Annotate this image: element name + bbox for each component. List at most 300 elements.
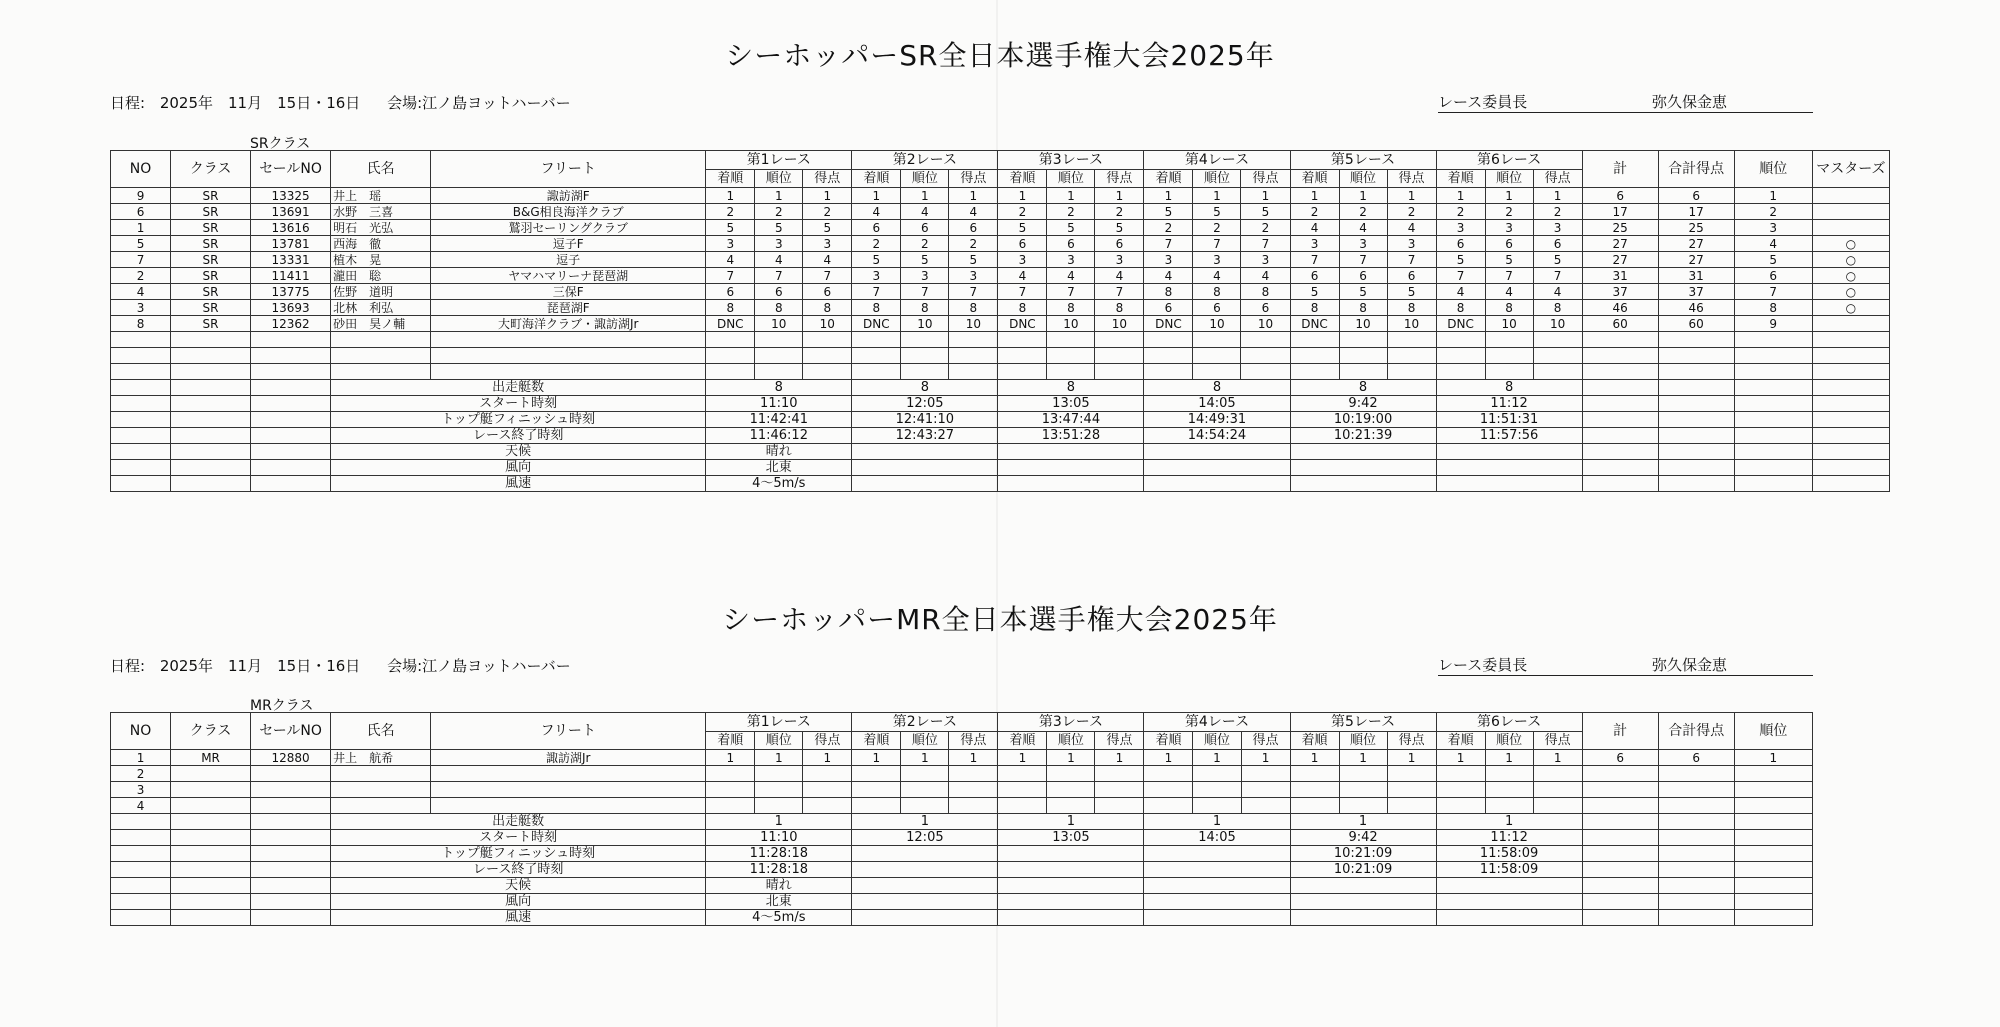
mr-schedule-line <box>110 655 571 676</box>
stat-race-2: 12:41:10 <box>852 412 998 428</box>
stat-race-6: 11:57:56 <box>1436 428 1582 444</box>
blank-cell <box>1387 364 1436 380</box>
stat-race-5: 9:42 <box>1290 396 1436 412</box>
blank-cell <box>1533 332 1582 348</box>
cell-race-2-position: 10 <box>901 316 949 332</box>
mr-header-race-4-finish: 着順 <box>1144 732 1193 750</box>
cell-race-6-points: 3 <box>1533 220 1582 236</box>
blank-cell <box>111 910 171 926</box>
cell-name: 明石 光弘 <box>331 220 431 236</box>
cell-race-5-position <box>1339 766 1387 782</box>
cell-race-4-points <box>1241 798 1290 814</box>
sr-header-race-3-finish: 着順 <box>998 170 1047 188</box>
cell-no: 2 <box>111 268 171 284</box>
cell-race-4-position: 6 <box>1193 300 1241 316</box>
cell-race-2-finish: 7 <box>852 284 901 300</box>
blank-cell <box>1734 862 1812 878</box>
cell-no: 7 <box>111 252 171 268</box>
blank-cell <box>251 364 331 380</box>
cell-race-5-position <box>1339 798 1387 814</box>
cell-race-1-position <box>755 782 803 798</box>
mr-chair-label: レース委員長 <box>1438 656 1528 674</box>
stat-label: 風向 <box>331 460 706 476</box>
blank-cell <box>111 348 171 364</box>
stats-row <box>111 830 1813 846</box>
cell-race-5-finish: 4 <box>1290 220 1339 236</box>
stats-row <box>111 910 1813 926</box>
cell-race-6-position: 6 <box>1485 236 1533 252</box>
blank-cell <box>331 364 431 380</box>
cell-race-6-position: 3 <box>1485 220 1533 236</box>
blank-cell <box>171 878 251 894</box>
cell-race-1-points: 8 <box>803 300 852 316</box>
mr-chair-name: 弥久保金恵 <box>1652 656 1728 674</box>
table-row <box>111 252 1890 268</box>
blank-cell <box>1658 862 1734 878</box>
cell-race-1-points: 10 <box>803 316 852 332</box>
cell-race-5-finish <box>1290 798 1339 814</box>
blank-cell <box>1582 348 1658 364</box>
sr-schedule-line <box>110 92 571 113</box>
stat-race-3 <box>998 862 1144 878</box>
stat-race-6: 11:58:09 <box>1436 846 1582 862</box>
stat-race-1: 11:28:18 <box>706 846 852 862</box>
cell-race-5-position: 1 <box>1339 188 1387 204</box>
blank-cell <box>251 428 331 444</box>
cell-total: 25 <box>1582 220 1658 236</box>
cell-fleet: 鷲羽セーリングクラブ <box>431 220 706 236</box>
stats-row <box>111 862 1813 878</box>
stat-race-2: 8 <box>852 380 998 396</box>
cell-no: 1 <box>111 750 171 766</box>
cell-total <box>1582 782 1658 798</box>
blank-cell <box>1582 444 1658 460</box>
stat-race-6 <box>1436 878 1582 894</box>
cell-fleet <box>431 766 706 782</box>
cell-race-3-finish: 5 <box>998 220 1047 236</box>
cell-race-5-points <box>1387 782 1436 798</box>
cell-class <box>171 766 251 782</box>
blank-cell <box>1658 476 1734 492</box>
cell-race-5-points <box>1387 766 1436 782</box>
stat-race-2 <box>852 460 998 476</box>
stat-race-4: 14:49:31 <box>1144 412 1290 428</box>
cell-race-3-finish: 4 <box>998 268 1047 284</box>
cell-race-4-finish: 7 <box>1144 236 1193 252</box>
cell-race-1-position: 8 <box>755 300 803 316</box>
cell-class: SR <box>171 300 251 316</box>
stat-race-3: 13:47:44 <box>998 412 1144 428</box>
cell-fleet: 大町海洋クラブ・諏訪湖Jr <box>431 316 706 332</box>
cell-fleet: B&G相良海洋クラブ <box>431 204 706 220</box>
table-row <box>111 284 1890 300</box>
cell-race-2-finish: 4 <box>852 204 901 220</box>
blank-cell <box>1658 894 1734 910</box>
mr-header-race-5-position: 順位 <box>1339 732 1387 750</box>
stat-race-2 <box>852 444 998 460</box>
cell-race-5-position: 4 <box>1339 220 1387 236</box>
cell-fleet: 諏訪湖F <box>431 188 706 204</box>
cell-race-6-points: 8 <box>1533 300 1582 316</box>
cell-race-1-position: 3 <box>755 236 803 252</box>
sr-header-race-5-points: 得点 <box>1387 170 1436 188</box>
stat-race-3: 1 <box>998 814 1144 830</box>
sr-venue-value: 江ノ島ヨットハーバー <box>422 94 571 112</box>
stat-race-1: 北東 <box>706 894 852 910</box>
cell-race-2-position: 5 <box>901 252 949 268</box>
blank-cell <box>1095 348 1144 364</box>
cell-race-1-finish: 2 <box>706 204 755 220</box>
cell-race-6-position <box>1485 766 1533 782</box>
blank-cell <box>803 348 852 364</box>
sr-header-race-6-finish: 着順 <box>1436 170 1485 188</box>
blank-cell <box>251 862 331 878</box>
cell-race-6-points: 6 <box>1533 236 1582 252</box>
cell-rank: 9 <box>1734 316 1812 332</box>
blank-cell <box>1812 444 1889 460</box>
mr-header-rank: 順位 <box>1734 713 1812 750</box>
mr-header-race-3-finish: 着順 <box>998 732 1047 750</box>
sr-header-masters: マスターズ <box>1812 151 1889 188</box>
stat-race-3 <box>998 878 1144 894</box>
blank-cell <box>251 830 331 846</box>
cell-race-5-points: 1 <box>1387 750 1436 766</box>
cell-race-1-points: 1 <box>803 750 852 766</box>
stats-row <box>111 894 1813 910</box>
cell-race-5-finish <box>1290 782 1339 798</box>
cell-grand-total <box>1658 798 1734 814</box>
blank-cell <box>1582 862 1658 878</box>
cell-race-2-finish: 8 <box>852 300 901 316</box>
cell-race-6-finish: 1 <box>1436 750 1485 766</box>
mr-header-race-1-finish: 着順 <box>706 732 755 750</box>
blank-cell <box>1582 412 1658 428</box>
mr-header-race-5: 第5レース <box>1290 713 1436 732</box>
blank-cell <box>1658 332 1734 348</box>
sr-header-race-5: 第5レース <box>1290 151 1436 170</box>
cell-race-3-finish: 7 <box>998 284 1047 300</box>
mr-header-race-5-points: 得点 <box>1387 732 1436 750</box>
cell-race-5-points: 7 <box>1387 252 1436 268</box>
mr-header-race-1-points: 得点 <box>803 732 852 750</box>
cell-no: 4 <box>111 284 171 300</box>
sr-header-race-2-finish: 着順 <box>852 170 901 188</box>
cell-race-1-finish: 3 <box>706 236 755 252</box>
stat-label: 出走艇数 <box>331 814 706 830</box>
blank-cell <box>1582 814 1658 830</box>
cell-class: SR <box>171 316 251 332</box>
cell-race-2-position <box>901 766 949 782</box>
cell-sail-no: 12362 <box>251 316 331 332</box>
blank-cell <box>251 444 331 460</box>
stat-race-3 <box>998 910 1144 926</box>
cell-race-5-points: 1 <box>1387 188 1436 204</box>
cell-sail-no <box>251 766 331 782</box>
cell-fleet <box>431 798 706 814</box>
stats-row <box>111 814 1813 830</box>
cell-sail-no: 11411 <box>251 268 331 284</box>
cell-race-1-points <box>803 766 852 782</box>
blank-cell <box>1290 348 1339 364</box>
stat-race-3: 13:05 <box>998 830 1144 846</box>
cell-name <box>331 766 431 782</box>
stat-race-2 <box>852 878 998 894</box>
stat-race-6 <box>1436 444 1582 460</box>
cell-race-4-position: 2 <box>1193 220 1241 236</box>
cell-race-6-points: 1 <box>1533 750 1582 766</box>
blank-cell <box>1734 830 1812 846</box>
blank-cell <box>706 364 755 380</box>
table-row <box>111 236 1890 252</box>
stat-race-1: 11:10 <box>706 830 852 846</box>
blank-cell <box>251 476 331 492</box>
stat-race-5: 10:21:39 <box>1290 428 1436 444</box>
blank-cell <box>755 348 803 364</box>
cell-race-1-points: 7 <box>803 268 852 284</box>
stat-race-6: 11:51:31 <box>1436 412 1582 428</box>
sr-header-race-4-points: 得点 <box>1241 170 1290 188</box>
mr-date-label: 日程: <box>110 657 146 675</box>
blank-cell <box>171 380 251 396</box>
cell-race-4-position: 3 <box>1193 252 1241 268</box>
cell-race-1-position: 1 <box>755 188 803 204</box>
cell-race-4-finish: 2 <box>1144 220 1193 236</box>
blank-cell <box>1812 476 1889 492</box>
cell-total: 46 <box>1582 300 1658 316</box>
blank-cell <box>431 364 706 380</box>
cell-race-3-points: 5 <box>1095 220 1144 236</box>
cell-race-5-finish: 8 <box>1290 300 1339 316</box>
cell-race-5-points: 6 <box>1387 268 1436 284</box>
cell-race-3-points: 7 <box>1095 284 1144 300</box>
blank-cell <box>1241 348 1290 364</box>
mr-class-label: MRクラス <box>250 698 314 714</box>
cell-race-3-finish: 2 <box>998 204 1047 220</box>
cell-name: 井上 瑶 <box>331 188 431 204</box>
stat-race-3: 13:51:28 <box>998 428 1144 444</box>
cell-race-3-position: 10 <box>1047 316 1095 332</box>
sr-header-race-3-points: 得点 <box>1095 170 1144 188</box>
blank-cell <box>755 364 803 380</box>
blank-cell <box>331 332 431 348</box>
blank-cell <box>111 380 171 396</box>
cell-race-6-finish <box>1436 798 1485 814</box>
cell-race-3-points: 10 <box>1095 316 1144 332</box>
sr-venue-label: 会場: <box>387 94 423 112</box>
cell-race-4-finish <box>1144 766 1193 782</box>
blank-cell <box>1339 348 1387 364</box>
cell-total: 27 <box>1582 236 1658 252</box>
cell-race-3-position: 6 <box>1047 236 1095 252</box>
stat-race-4: 14:05 <box>1144 396 1290 412</box>
blank-cell <box>111 476 171 492</box>
cell-race-4-finish: 1 <box>1144 750 1193 766</box>
stat-race-6 <box>1436 476 1582 492</box>
stat-race-1: 4～5m/s <box>706 476 852 492</box>
cell-race-5-points: 8 <box>1387 300 1436 316</box>
cell-sail-no: 12880 <box>251 750 331 766</box>
cell-race-3-position: 5 <box>1047 220 1095 236</box>
cell-race-1-finish: 6 <box>706 284 755 300</box>
blank-cell <box>171 412 251 428</box>
blank-cell <box>998 364 1047 380</box>
mr-header-race-4: 第4レース <box>1144 713 1290 732</box>
cell-masters: ○ <box>1812 236 1889 252</box>
cell-race-3-finish: 6 <box>998 236 1047 252</box>
cell-class <box>171 782 251 798</box>
cell-grand-total <box>1658 782 1734 798</box>
stat-race-3: 13:05 <box>998 396 1144 412</box>
mr-header-race-1: 第1レース <box>706 713 852 732</box>
sr-header-race-3-position: 順位 <box>1047 170 1095 188</box>
cell-race-4-points: 2 <box>1241 220 1290 236</box>
cell-rank: 4 <box>1734 236 1812 252</box>
cell-race-1-points <box>803 798 852 814</box>
cell-grand-total: 6 <box>1658 188 1734 204</box>
sr-header-race-4-finish: 着順 <box>1144 170 1193 188</box>
stat-race-4: 14:05 <box>1144 830 1290 846</box>
stats-row <box>111 380 1890 396</box>
cell-grand-total: 25 <box>1658 220 1734 236</box>
sr-header-race-4: 第4レース <box>1144 151 1290 170</box>
stat-race-5 <box>1290 910 1436 926</box>
cell-race-2-position: 4 <box>901 204 949 220</box>
cell-race-6-points <box>1533 782 1582 798</box>
stat-race-4 <box>1144 910 1290 926</box>
blank-row <box>111 332 1890 348</box>
cell-race-4-position: 10 <box>1193 316 1241 332</box>
cell-race-6-finish: 3 <box>1436 220 1485 236</box>
blank-cell <box>171 348 251 364</box>
blank-cell <box>171 830 251 846</box>
cell-grand-total: 17 <box>1658 204 1734 220</box>
stat-label: 天候 <box>331 878 706 894</box>
cell-grand-total: 6 <box>1658 750 1734 766</box>
stat-race-5: 10:21:09 <box>1290 862 1436 878</box>
blank-cell <box>1734 428 1812 444</box>
blank-cell <box>1485 364 1533 380</box>
blank-cell <box>852 348 901 364</box>
stat-label: 風速 <box>331 910 706 926</box>
cell-race-3-finish: DNC <box>998 316 1047 332</box>
cell-race-5-position: 2 <box>1339 204 1387 220</box>
stat-race-2: 1 <box>852 814 998 830</box>
cell-rank: 3 <box>1734 220 1812 236</box>
blank-cell <box>1812 428 1889 444</box>
cell-race-6-finish: DNC <box>1436 316 1485 332</box>
mr-venue-value: 江ノ島ヨットハーバー <box>422 657 571 675</box>
cell-race-2-finish: 6 <box>852 220 901 236</box>
blank-cell <box>1582 878 1658 894</box>
blank-cell <box>1734 444 1812 460</box>
blank-cell <box>852 364 901 380</box>
blank-cell <box>1193 364 1241 380</box>
cell-race-6-finish: 2 <box>1436 204 1485 220</box>
stat-race-6: 11:12 <box>1436 396 1582 412</box>
cell-race-5-finish: 5 <box>1290 284 1339 300</box>
blank-cell <box>1047 364 1095 380</box>
blank-cell <box>1582 894 1658 910</box>
stats-row <box>111 412 1890 428</box>
blank-cell <box>1582 846 1658 862</box>
table-row <box>111 220 1890 236</box>
blank-cell <box>251 396 331 412</box>
sr-header-race-2-points: 得点 <box>949 170 998 188</box>
cell-race-4-position: 5 <box>1193 204 1241 220</box>
blank-cell <box>1734 910 1812 926</box>
blank-cell <box>1658 348 1734 364</box>
blank-cell <box>949 332 998 348</box>
sr-header-name: 氏名 <box>331 151 431 188</box>
cell-race-6-points <box>1533 766 1582 782</box>
blank-cell <box>1047 332 1095 348</box>
cell-race-2-points <box>949 782 998 798</box>
cell-sail-no: 13691 <box>251 204 331 220</box>
cell-race-6-finish <box>1436 782 1485 798</box>
blank-cell <box>1095 364 1144 380</box>
table-row <box>111 188 1890 204</box>
cell-race-2-points: 1 <box>949 750 998 766</box>
cell-race-4-points: 3 <box>1241 252 1290 268</box>
cell-race-3-points: 1 <box>1095 188 1144 204</box>
cell-masters <box>1812 220 1889 236</box>
sr-class-label: SRクラス <box>250 136 311 152</box>
cell-race-3-points: 2 <box>1095 204 1144 220</box>
cell-sail-no: 13775 <box>251 284 331 300</box>
cell-race-2-points: 6 <box>949 220 998 236</box>
stat-race-4 <box>1144 476 1290 492</box>
cell-race-5-points: 2 <box>1387 204 1436 220</box>
cell-race-4-finish: 3 <box>1144 252 1193 268</box>
table-row <box>111 300 1890 316</box>
cell-race-1-points: 2 <box>803 204 852 220</box>
blank-cell <box>251 814 331 830</box>
sr-header-sail-no: セールNO <box>251 151 331 188</box>
sr-date-value: 2025年 11月 15日・16日 <box>159 94 361 112</box>
mr-venue-label: 会場: <box>387 657 423 675</box>
cell-grand-total: 31 <box>1658 268 1734 284</box>
cell-race-3-points: 1 <box>1095 750 1144 766</box>
cell-race-1-finish <box>706 798 755 814</box>
mr-header-race-3-points: 得点 <box>1095 732 1144 750</box>
cell-race-2-finish <box>852 766 901 782</box>
sr-header-race-1-position: 順位 <box>755 170 803 188</box>
cell-sail-no: 13616 <box>251 220 331 236</box>
blank-cell <box>111 878 171 894</box>
cell-sail-no <box>251 798 331 814</box>
blank-cell <box>1582 910 1658 926</box>
cell-total: 37 <box>1582 284 1658 300</box>
stat-race-4 <box>1144 894 1290 910</box>
cell-race-3-position: 1 <box>1047 188 1095 204</box>
blank-cell <box>1095 332 1144 348</box>
stat-race-4 <box>1144 878 1290 894</box>
stats-row <box>111 428 1890 444</box>
blank-cell <box>1290 364 1339 380</box>
stat-race-2: 12:43:27 <box>852 428 998 444</box>
cell-fleet: ヤマハマリーナ琵琶湖 <box>431 268 706 284</box>
stat-race-5: 8 <box>1290 380 1436 396</box>
stat-race-2 <box>852 846 998 862</box>
cell-race-5-finish: 3 <box>1290 236 1339 252</box>
blank-cell <box>111 428 171 444</box>
cell-race-1-finish: 8 <box>706 300 755 316</box>
stats-row <box>111 878 1813 894</box>
cell-race-3-finish: 1 <box>998 188 1047 204</box>
blank-cell <box>171 894 251 910</box>
blank-cell <box>1387 332 1436 348</box>
blank-cell <box>171 862 251 878</box>
